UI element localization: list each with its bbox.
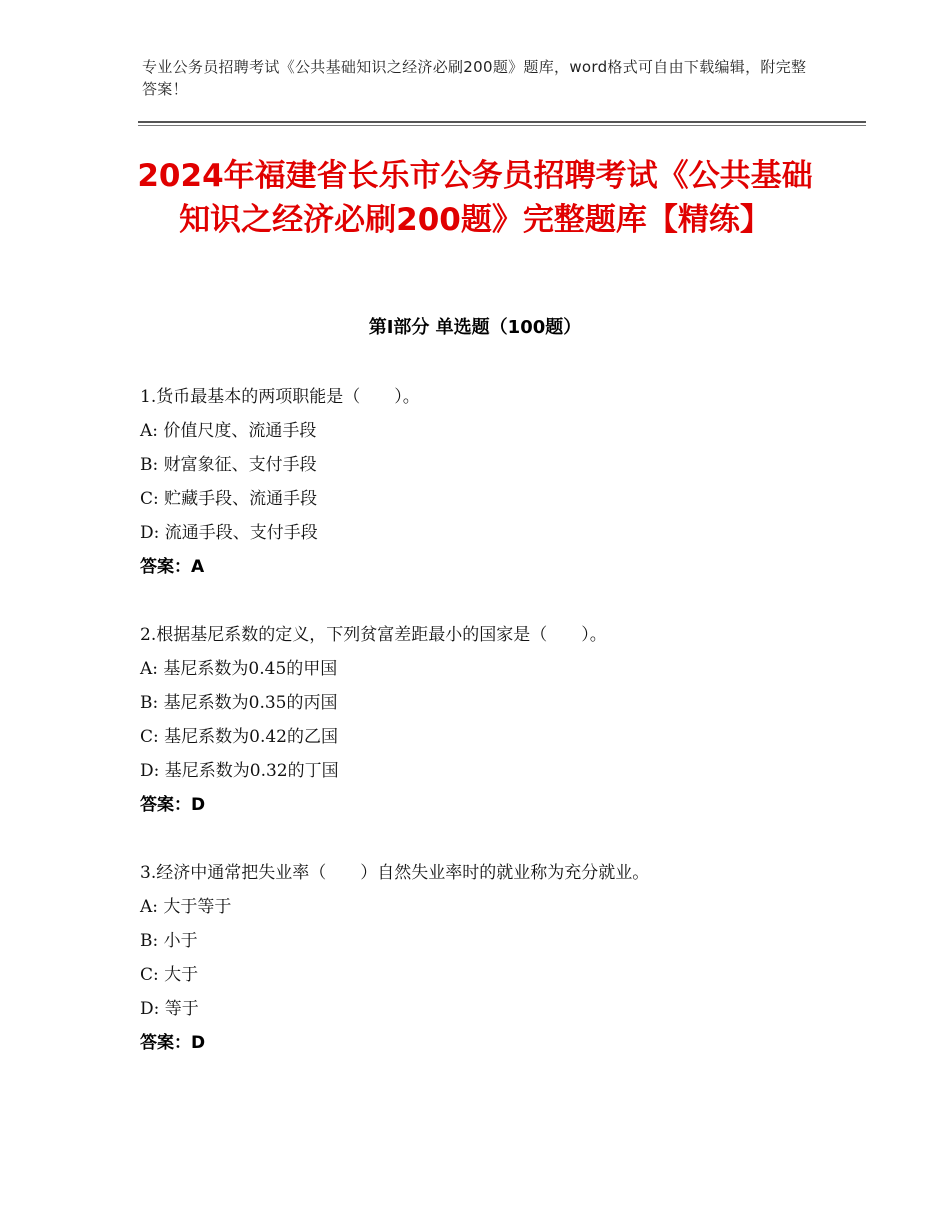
option-c: C: 大于	[140, 965, 199, 985]
header-note: 专业公务员招聘考试《公共基础知识之经济必刷200题》题库，word格式可自由下载编辑，附完整答案！	[142, 58, 807, 98]
question-3	[140, 856, 840, 1060]
option-d: D: 等于	[140, 999, 199, 1019]
header-rule-thin	[138, 125, 866, 126]
option-a: A: 大于等于	[140, 897, 232, 917]
option-b: B: 小于	[140, 931, 198, 951]
question-stem: 2.根据基尼系数的定义，下列贫富差距最小的国家是（ ）。	[140, 625, 607, 645]
option-b: B: 财富象征、支付手段	[140, 455, 317, 475]
question-stem: 1.货币最基本的两项职能是（ ）。	[140, 387, 420, 407]
question-2	[140, 618, 840, 822]
option-a: A: 基尼系数为0.45的甲国	[140, 659, 338, 679]
option-c: C: 贮藏手段、流通手段	[140, 489, 318, 509]
option-c: C: 基尼系数为0.42的乙国	[140, 727, 338, 747]
section-title: 第I部分 单选题（100题）	[368, 317, 582, 338]
option-b: B: 基尼系数为0.35的丙国	[140, 693, 338, 713]
option-a: A: 价值尺度、流通手段	[140, 421, 317, 441]
question-stem: 3.经济中通常把失业率（ ）自然失业率时的就业称为充分就业。	[140, 863, 650, 883]
answer: 答案：D	[140, 795, 206, 815]
option-d: D: 流通手段、支付手段	[140, 523, 318, 543]
question-list	[140, 380, 840, 1094]
question-1	[140, 380, 840, 584]
answer: 答案：D	[140, 1033, 206, 1053]
header-rule-thick	[138, 121, 866, 123]
document-title: 2024年福建省长乐市公务员招聘考试《公共基础知识之经济必刷200题》完整题库【精练】	[137, 158, 813, 238]
answer: 答案：A	[140, 557, 205, 577]
option-d: D: 基尼系数为0.32的丁国	[140, 761, 339, 781]
